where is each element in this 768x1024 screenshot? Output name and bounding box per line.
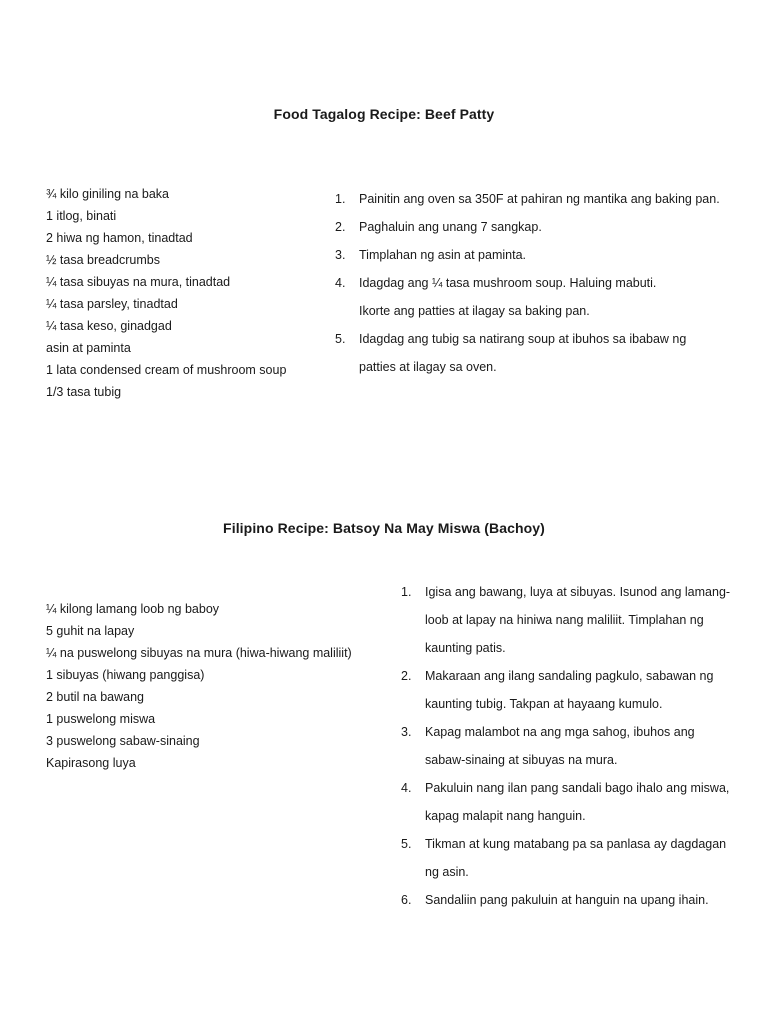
step-number: 5. [335, 332, 346, 346]
step-item [401, 578, 730, 662]
step-text-line: kaunting patis. [425, 641, 506, 655]
step-item [401, 886, 730, 914]
step-item [401, 662, 730, 718]
recipe2-ingredient-list [46, 598, 352, 774]
step-number: 1. [401, 585, 412, 599]
recipe1-title: Food Tagalog Recipe: Beef Patty [273, 106, 495, 122]
step-item [335, 325, 720, 381]
ingredient-item: 1 itlog, binati [46, 209, 117, 223]
step-item [401, 830, 730, 886]
step-item [335, 185, 720, 213]
step-text-line: kaunting tubig. Takpan at hayaang kumulo. [425, 697, 663, 711]
step-text-line: Kapag malambot na ang mga sahog, ibuhos ang [425, 725, 695, 739]
step-number: 1. [335, 192, 346, 206]
step-text-line: Tikman at kung matabang pa sa panlasa ay dagdagan [425, 837, 727, 851]
step-text-line: sabaw-sinaing at sibuyas na mura. [425, 753, 618, 767]
step-text-line: ng asin. [425, 865, 469, 879]
ingredient-item: Kapirasong luya [46, 756, 136, 770]
step-item [335, 213, 720, 241]
recipe1-ingredient-list [46, 183, 286, 403]
step-text-line: Idagdag ang ¼ tasa mushroom soup. Haluing mabuti. [359, 276, 657, 290]
step-text-line: Ikorte ang patties at ilagay sa baking pan. [359, 304, 590, 318]
ingredient-item: ¼ tasa sibuyas na mura, tinadtad [46, 275, 231, 289]
ingredient-item: 2 butil na bawang [46, 690, 144, 704]
recipe2-step-list [401, 578, 731, 907]
ingredient-item: ¼ kilong lamang loob ng baboy [46, 602, 220, 616]
step-item [401, 774, 730, 830]
step-number: 3. [335, 248, 346, 262]
recipe2-title: Filipino Recipe: Batsoy Na May Miswa (Bachoy) [223, 520, 545, 536]
step-number: 2. [401, 669, 412, 683]
step-item [401, 718, 730, 774]
step-text-line: Igisa ang bawang, luya at sibuyas. Isunod ang lamang- [425, 585, 731, 599]
ingredient-item: 1 puswelong miswa [46, 712, 156, 726]
step-text-line: Pakuluin nang ilan pang sandali bago ihalo ang miswa, [425, 781, 730, 795]
recipe1-step-list [335, 185, 720, 381]
ingredient-item: 3 puswelong sabaw-sinaing [46, 734, 200, 748]
step-text-line: Painitin ang oven sa 350F at pahiran ng mantika ang baking pan. [359, 192, 720, 206]
ingredient-item: 2 hiwa ng hamon, tinadtad [46, 231, 193, 245]
ingredient-item: ¼ tasa keso, ginadgad [46, 319, 172, 333]
step-item [335, 269, 720, 325]
ingredient-item: asin at paminta [46, 341, 131, 355]
ingredient-item: ¼ na puswelong sibuyas na mura (hiwa-hiwang maliliit) [46, 646, 352, 660]
step-number: 6. [401, 893, 412, 907]
step-text-line: Paghaluin ang unang 7 sangkap. [359, 220, 542, 234]
step-text-line: loob at lapay na hiniwa nang maliliit. Timplahan ng [425, 613, 704, 627]
ingredient-item: 5 guhit na lapay [46, 624, 135, 638]
ingredient-item: ½ tasa breadcrumbs [46, 253, 160, 267]
ingredient-item: 1/3 tasa tubig [46, 385, 122, 399]
ingredient-item: ¼ tasa parsley, tinadtad [46, 297, 178, 311]
step-number: 4. [335, 276, 346, 290]
step-text-line: Makaraan ang ilang sandaling pagkulo, sabawan ng [425, 669, 714, 683]
step-number: 3. [401, 725, 412, 739]
step-text-line: Sandaliin pang pakuluin at hanguin na upang ihain. [425, 893, 709, 907]
ingredient-item: 1 lata condensed cream of mushroom soup [46, 363, 287, 377]
step-number: 5. [401, 837, 412, 851]
ingredient-item: 1 sibuyas (hiwang panggisa) [46, 668, 205, 682]
step-number: 2. [335, 220, 346, 234]
step-number: 4. [401, 781, 412, 795]
step-text-line: kapag malapit nang hanguin. [425, 809, 586, 823]
step-text-line: patties at ilagay sa oven. [359, 360, 497, 374]
ingredient-item: ¾ kilo giniling na baka [46, 187, 169, 201]
step-text-line: Idagdag ang tubig sa natirang soup at ibuhos sa ibabaw ng [359, 332, 687, 346]
step-item [335, 241, 720, 269]
step-text-line: Timplahan ng asin at paminta. [359, 248, 526, 262]
